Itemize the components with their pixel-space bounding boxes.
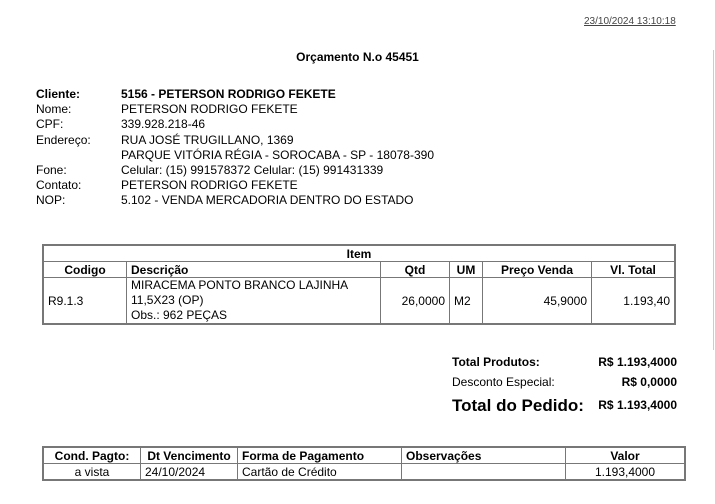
col-total: Vl. Total — [592, 262, 676, 278]
name-label: Nome: — [36, 102, 72, 117]
col-codigo: Codigo — [43, 262, 127, 278]
cpf-value: 339.928.218-46 — [121, 117, 206, 132]
contact-value: PETERSON RODRIGO FEKETE — [121, 178, 298, 193]
client-row — [36, 87, 434, 102]
nop-row — [36, 193, 434, 208]
table-row — [43, 278, 675, 325]
total-pedido-label: Total do Pedido: — [452, 396, 584, 415]
phone-label: Fone: — [36, 162, 67, 177]
cell-total: 1.193,40 — [592, 278, 676, 325]
col-vencimento: Dt Vencimento — [141, 447, 238, 464]
nop-value: 5.102 - VENDA MERCADORIA DENTRO DO ESTADO — [121, 193, 414, 208]
col-forma: Forma de Pagamento — [238, 447, 402, 464]
address-value-2: PARQUE VITÓRIA RÉGIA - SOROCABA - SP - 18078-390 — [121, 147, 435, 162]
address-label: Endereço: — [36, 132, 91, 147]
total-produtos-value: R$ 1.193,4000 — [598, 355, 677, 369]
desconto-value: R$ 0,0000 — [621, 375, 677, 389]
desc-line: MIRACEMA PONTO BRANCO LAJINHA — [131, 278, 349, 292]
cpf-label: CPF: — [36, 117, 64, 132]
cell-valor: 1.193,4000 — [566, 464, 686, 481]
cell-descricao — [127, 278, 381, 325]
cell-um: M2 — [450, 278, 483, 325]
cell-preco: 45,9000 — [483, 278, 592, 325]
col-qtd: Qtd — [381, 262, 450, 278]
cpf-row — [36, 117, 434, 132]
phone-row — [36, 163, 434, 178]
items-caption: Item — [43, 245, 675, 262]
total-pedido-value: R$ 1.193,4000 — [598, 398, 677, 412]
contact-row — [36, 178, 434, 193]
total-produtos-label: Total Produtos: — [452, 355, 540, 369]
address-value: RUA JOSÉ TRUGILLANO, 1369 — [121, 132, 294, 147]
items-table — [42, 244, 676, 325]
client-info — [36, 87, 434, 209]
client-value: 5156 - PETERSON RODRIGO FEKETE — [121, 87, 336, 101]
col-descricao: Descrição — [127, 262, 381, 278]
col-cond: Cond. Pagto: — [43, 447, 141, 464]
desc-line: 11,5X23 (OP) — [131, 293, 204, 307]
page-title: Orçamento N.o 45451 — [296, 50, 419, 64]
address-row-2 — [36, 148, 434, 163]
address-label-2 — [36, 148, 121, 163]
desconto-label: Desconto Especial: — [452, 375, 555, 389]
table-row — [43, 464, 685, 481]
name-value: PETERSON RODRIGO FEKETE — [121, 102, 298, 117]
cell-qtd: 26,0000 — [381, 278, 450, 325]
divider — [713, 50, 714, 350]
col-valor: Valor — [566, 447, 686, 464]
cell-obs — [402, 464, 566, 481]
desc-obs: Obs.: 962 PEÇAS — [131, 308, 228, 322]
cell-forma: Cartão de Crédito — [238, 464, 402, 481]
address-row — [36, 133, 434, 148]
cell-codigo: R9.1.3 — [43, 278, 127, 325]
cell-cond: a vista — [43, 464, 141, 481]
col-um: UM — [450, 262, 483, 278]
contact-label: Contato: — [36, 178, 82, 193]
phone-value: Celular: (15) 991578372 Celular: (15) 991431339 — [121, 162, 384, 177]
name-row — [36, 102, 434, 117]
nop-label: NOP: — [36, 193, 66, 208]
payment-table — [42, 446, 686, 481]
print-timestamp: 23/10/2024 13:10:18 — [584, 16, 676, 27]
col-obs: Observações — [402, 447, 566, 464]
col-preco: Preço Venda — [483, 262, 592, 278]
cell-vencimento: 24/10/2024 — [141, 464, 238, 481]
client-label: Cliente: — [36, 87, 81, 101]
